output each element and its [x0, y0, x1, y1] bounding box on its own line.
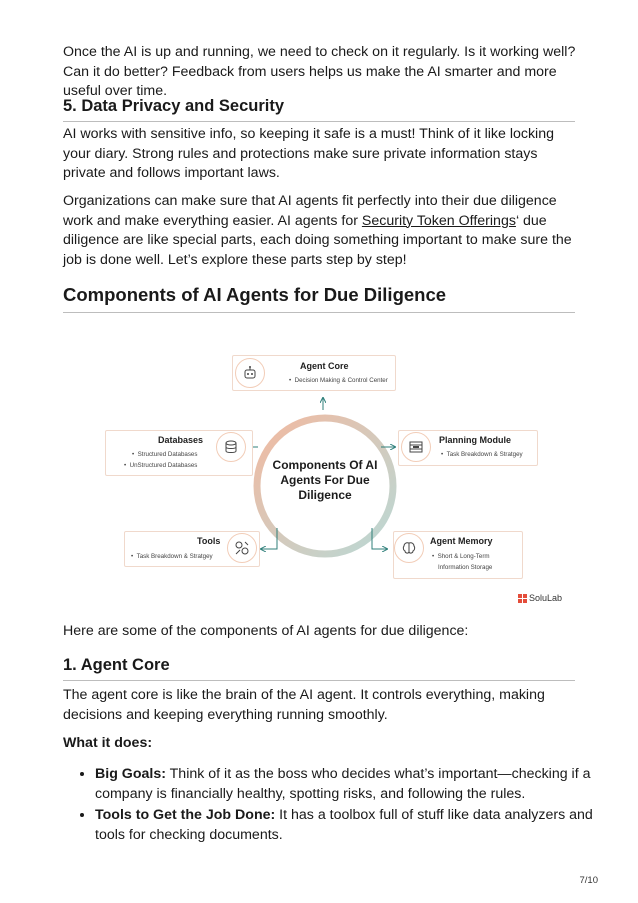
diagram-center-title: [260, 458, 390, 503]
agent-core-card: [232, 355, 396, 391]
databases-title: Databases: [158, 435, 204, 445]
agent-core-title: Agent Core: [300, 361, 349, 371]
section-heading-data-privacy: 5. Data Privacy and Security: [63, 97, 575, 122]
security-token-offerings-link[interactable]: Security Token Offerings: [361, 212, 516, 229]
agent-core-bullets: [63, 765, 615, 847]
intro-paragraph: Once the AI is up and running, we need to check on it regularly. Is it working well? Can it do better? Feedback from users helps us make the AI smarter and more useful over time.: [63, 44, 576, 99]
components-intro: Here are some of the components of AI agents for due diligence:: [63, 623, 469, 639]
center-title-line-2: Agents For Due: [280, 473, 370, 487]
agent-core-item: • Decision Making & Control Center: [289, 377, 388, 384]
center-title-line-1: Components Of AI: [272, 458, 378, 472]
tools-item: • Task Breakdown & Stratgey: [131, 553, 213, 560]
data-privacy-paragraph: AI works with sensitive info, so keeping it safe is a must! Think of it like locking your diary. Strong rules and protections make sure private information stays private and follows important laws.: [63, 126, 554, 181]
brain-icon: [394, 533, 424, 563]
organizations-paragraph: [63, 192, 583, 270]
agent-memory-card: [393, 531, 523, 579]
database-icon: [216, 432, 246, 462]
agent-memory-title: Agent Memory: [430, 536, 493, 546]
center-title-line-3: Diligence: [298, 488, 352, 502]
section-heading-agent-core: 1. Agent Core: [63, 656, 575, 681]
planning-module-title: Planning Module: [439, 435, 511, 445]
organizations-text-before: Organizations can make sure that AI agents fit perfectly into their due diligence work and make everything easier. AI agents for: [63, 193, 557, 229]
organizations-text-after: ‘ due diligence are like special parts, each doing something important to make sure the job is done well. Let’s explore these parts step by step!: [63, 212, 572, 268]
databases-card: [105, 430, 253, 476]
components-diagram: [63, 322, 583, 612]
agent-memory-item-1: • Short & Long-Term: [432, 553, 490, 560]
tools-title: Tools: [197, 536, 221, 546]
what-it-does-label: What it does:: [63, 735, 153, 751]
components-heading: Components of AI Agents for Due Diligence: [63, 284, 575, 313]
solulab-logo: SoluLab: [518, 593, 562, 603]
planning-module-card: [398, 430, 538, 466]
tools-card: [124, 531, 260, 567]
list-item: • Big Goals: Think of it as the boss who decides what’s important—checking if a company is financially healthy, spotting risks, and following the rules.: [95, 765, 615, 804]
tools-icon: [227, 533, 257, 563]
solulab-logo-icon: [518, 594, 527, 603]
databases-item-2: • UnStructured Databases: [124, 462, 198, 469]
planning-module-item: • Task Breakdown & Stratgey: [441, 451, 523, 458]
agent-memory-item-2: Information Storage: [438, 564, 493, 571]
page-number: 7/10: [579, 875, 598, 886]
robot-icon: [235, 358, 265, 388]
film-grid-icon: [401, 432, 431, 462]
agent-core-paragraph: The agent core is like the brain of the AI agent. It controls everything, making decisions and keeping everything running smoothly.: [63, 687, 545, 723]
databases-item-1: • Structured Databases: [132, 451, 198, 458]
list-item: • Tools to Get the Job Done: It has a toolbox full of stuff like data analyzers and tools for checking documents.: [95, 806, 615, 845]
